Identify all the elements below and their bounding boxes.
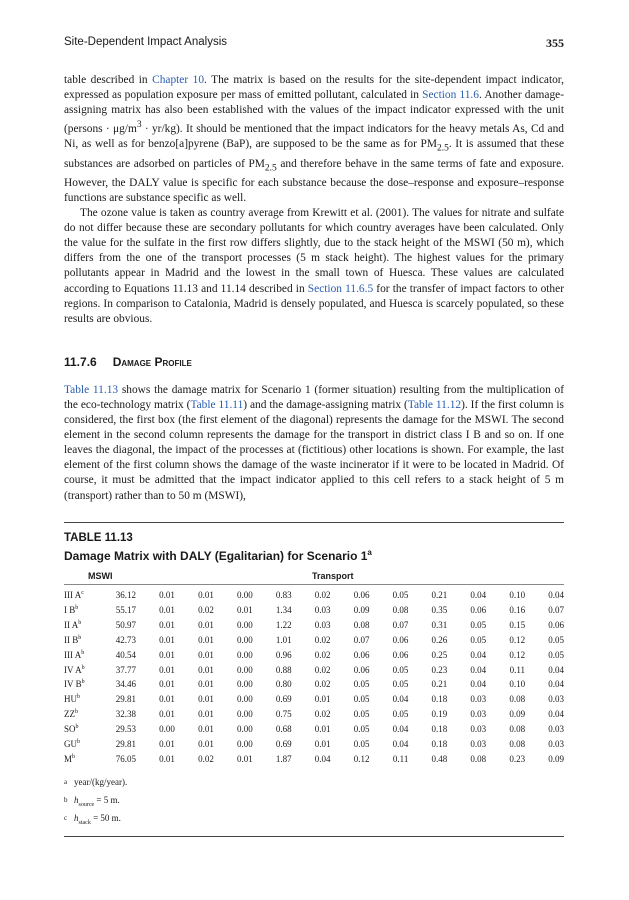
table-cell: 0.01 bbox=[159, 664, 175, 675]
footnote-pre: h bbox=[74, 812, 79, 823]
row-label-text: II B bbox=[64, 634, 79, 645]
subscript: 2.5 bbox=[264, 162, 277, 173]
table-title bbox=[64, 548, 564, 563]
table-cell: 0.01 bbox=[159, 590, 175, 601]
table-cell: 0.05 bbox=[353, 679, 370, 690]
row-label bbox=[64, 707, 98, 722]
table-cell: 0.03 bbox=[470, 724, 487, 735]
row-label-text: III A bbox=[64, 649, 82, 660]
row-label bbox=[64, 737, 98, 752]
row-label bbox=[64, 662, 98, 677]
table-cell: 0.05 bbox=[392, 679, 409, 690]
text: . It is assumed that these substances are adsorbed on particles of PM bbox=[64, 138, 565, 170]
table-cell: 0.02 bbox=[314, 664, 331, 675]
row-label-text: ZZ bbox=[64, 709, 75, 720]
text: and therefore behave in the same terms of fate and exposure. However, the DALY value is specific for each substance because the dose–response and exposure–response functions are substance specific as well. bbox=[64, 157, 565, 205]
table-cell: 0.01 bbox=[159, 679, 175, 690]
table-cell: 0.01 bbox=[198, 634, 214, 645]
table-cell: 0.11 bbox=[392, 753, 409, 764]
table-cell: 0.01 bbox=[159, 619, 175, 630]
table-cell: 0.05 bbox=[353, 738, 370, 749]
row-label bbox=[64, 722, 98, 737]
table-cell: 0.09 bbox=[509, 709, 526, 720]
table-cell: 0.69 bbox=[275, 694, 292, 705]
row-label-footnote-mark: b bbox=[75, 724, 79, 731]
table-cell: 0.48 bbox=[431, 753, 448, 764]
table-cell: 0.00 bbox=[236, 664, 253, 675]
section-11-6-link[interactable]: Section 11.6 bbox=[422, 89, 479, 102]
table-bottom-rule bbox=[64, 836, 564, 837]
table-cell: 0.83 bbox=[275, 590, 292, 601]
text: . Another damage-assigning matrix has also been established with the values of the impact indicator expressed with the unit (persons · μg/m bbox=[64, 89, 565, 136]
table-cell: 0.01 bbox=[198, 679, 214, 690]
table-cell: 0.00 bbox=[236, 694, 253, 705]
table-cell: 0.00 bbox=[159, 724, 175, 735]
footnote-mark: b bbox=[64, 796, 68, 805]
row-label-text: HU bbox=[64, 694, 77, 705]
table-cell: 0.04 bbox=[470, 664, 487, 675]
row-label-text: SO bbox=[64, 724, 76, 735]
running-title: Site-Dependent Impact Analysis bbox=[64, 36, 228, 48]
table-cell: 0.01 bbox=[159, 634, 175, 645]
table-cell: 1.22 bbox=[275, 619, 292, 630]
footnote-pre: h bbox=[74, 795, 79, 806]
table-row bbox=[64, 617, 564, 632]
row-label bbox=[64, 588, 98, 603]
table-cell: 0.31 bbox=[431, 619, 448, 630]
table-cell: 0.01 bbox=[314, 724, 331, 735]
paragraph-2 bbox=[64, 206, 564, 327]
table-cell: 1.34 bbox=[275, 604, 292, 615]
table-cell: 0.01 bbox=[198, 619, 214, 630]
table-cell: 0.08 bbox=[353, 619, 370, 630]
table-cell: 0.15 bbox=[509, 619, 526, 630]
table-cell: 0.04 bbox=[392, 694, 409, 705]
table-cell: 0.03 bbox=[548, 694, 564, 705]
table-cell: 0.18 bbox=[431, 724, 448, 735]
text: The ozone value is taken as country average from Krewitt et al. (2001). The values for nitrate and sulfate do not differ because these are secondary pollutants for which country averages have been calculated. Only the value for the sulfate in the first row differs slightly, due to the stack height of the MSWI (50 m), which differs from the one of the transport processes (5 m stack height). The highest values for the primary pollutants appear in Madrid and the lowest in the small town of Huesca. These values are calculated according to Equations 11.13 and 11.14 described in bbox=[64, 207, 564, 295]
table-cell: 0.07 bbox=[392, 619, 409, 630]
table-cell: 55.17 bbox=[115, 604, 136, 615]
footnote-text bbox=[74, 794, 120, 812]
row-label bbox=[64, 647, 98, 662]
table-cell: 0.03 bbox=[470, 694, 487, 705]
damage-matrix-body bbox=[64, 588, 564, 767]
table-cell: 0.03 bbox=[548, 724, 564, 735]
row-label bbox=[64, 632, 98, 647]
table-cell: 0.01 bbox=[159, 709, 175, 720]
table-cell: 0.01 bbox=[198, 664, 214, 675]
table-cell: 0.04 bbox=[392, 738, 409, 749]
footnote-pre: year/(kg/year). bbox=[74, 777, 128, 788]
table-cell: 0.21 bbox=[431, 590, 448, 601]
table-cell: 76.05 bbox=[115, 753, 136, 764]
footnote-post: = 50 m. bbox=[90, 812, 121, 823]
table-row bbox=[64, 751, 564, 766]
row-label-footnote-mark: b bbox=[78, 619, 82, 626]
table-cell: 0.00 bbox=[236, 590, 253, 601]
table-11-11-link[interactable]: Table 11.11 bbox=[190, 398, 244, 411]
table-cell: 0.07 bbox=[548, 604, 564, 615]
table-cell: 0.04 bbox=[548, 679, 564, 690]
table-cell: 0.05 bbox=[548, 649, 564, 660]
table-cell: 0.05 bbox=[392, 709, 409, 720]
table-cell: 0.06 bbox=[353, 590, 370, 601]
table-cell: 0.26 bbox=[431, 634, 448, 645]
text: · yr/kg). It should be mentioned that the impact indicators for the heavy metals As, Cd and Ni, as well as for benzo[a]pyrene (BaP), are supposed to be the same as for PM bbox=[64, 123, 564, 151]
table-row bbox=[64, 707, 564, 722]
row-label-footnote-mark: b bbox=[81, 649, 85, 656]
table-cell: 0.05 bbox=[392, 590, 409, 601]
table-cell: 0.08 bbox=[470, 753, 487, 764]
table-cell: 0.04 bbox=[548, 590, 564, 601]
table-cell: 0.01 bbox=[159, 694, 175, 705]
section-11-6-5-link[interactable]: Section 11.6.5 bbox=[307, 282, 374, 295]
row-label-text: II A bbox=[64, 619, 79, 630]
table-cell: 36.12 bbox=[115, 590, 136, 601]
table-cell: 0.06 bbox=[470, 604, 487, 615]
table-cell: 0.06 bbox=[392, 634, 409, 645]
damage-matrix-table bbox=[64, 588, 564, 767]
table-row bbox=[64, 722, 564, 737]
table-cell: 0.09 bbox=[548, 753, 564, 764]
table-top-rule bbox=[64, 522, 564, 523]
group-header-mswi: MSWI bbox=[88, 570, 113, 581]
table-row bbox=[64, 737, 564, 752]
table-group-header bbox=[64, 568, 564, 585]
table-cell: 0.21 bbox=[431, 679, 448, 690]
table-cell: 0.01 bbox=[314, 738, 331, 749]
row-label-footnote-mark: b bbox=[75, 604, 79, 611]
table-11-13-link[interactable]: Table 11.13 bbox=[64, 383, 119, 396]
table-row bbox=[64, 632, 564, 647]
footnote bbox=[64, 776, 564, 794]
text: . The matrix is based on the results for the site-dependent impact indicator, expressed as population exposure per mass of emitted pollutant, calculated in bbox=[64, 74, 564, 102]
section-number: 11.7.6 bbox=[64, 354, 97, 369]
footnote bbox=[64, 794, 564, 812]
table-cell: 0.09 bbox=[353, 604, 370, 615]
table-row bbox=[64, 692, 564, 707]
chapter-10-link[interactable]: Chapter 10 bbox=[152, 74, 205, 86]
table-cell: 0.04 bbox=[392, 724, 409, 735]
table-title-text: Damage Matrix with DALY (Egalitarian) for Scenario 1 bbox=[64, 548, 368, 563]
running-header bbox=[64, 36, 564, 52]
table-cell: 0.01 bbox=[198, 709, 214, 720]
footnote-post: = 5 m. bbox=[94, 795, 120, 806]
row-label bbox=[64, 677, 98, 692]
table-cell: 0.07 bbox=[353, 634, 370, 645]
row-label-footnote-mark: b bbox=[78, 634, 82, 641]
table-row bbox=[64, 662, 564, 677]
table-footnotes bbox=[64, 776, 564, 829]
table-cell: 34.46 bbox=[115, 679, 136, 690]
group-header-transport: Transport bbox=[312, 570, 354, 581]
table-cell: 0.01 bbox=[236, 753, 253, 764]
table-cell: 0.01 bbox=[159, 649, 175, 660]
row-label-text: IV A bbox=[64, 664, 82, 675]
table-cell: 0.05 bbox=[470, 619, 487, 630]
text: ). If the first column is considered, the first box (the first element of the diagonal) represents the damage for the MSWI. The second element in the second column represents the damage for the transport in district class I B and so on. If one leaves the diagonal, the impact of the processes at (fictitious) other locations is shown. For example, the last element of the first column shows the damage of the waste incinerator if it were to be located in Madrid. Of course, it must be admitted that the impact indicator applied to this cell refers to a stack height of 5 m (transport) rather than to 50 m (MSWI), bbox=[64, 398, 564, 502]
table-cell: 0.16 bbox=[509, 604, 526, 615]
table-cell: 0.02 bbox=[314, 634, 331, 645]
row-label bbox=[64, 617, 98, 632]
table-cell: 0.00 bbox=[236, 738, 253, 749]
table-cell: 0.01 bbox=[198, 649, 214, 660]
text: for the transfer of impact factors to other regions. In comparison to Catalonia, Madrid is densely populated, and Huesca is scarcely populated, so these results are obvious. bbox=[64, 282, 564, 325]
footnote-mark: c bbox=[64, 813, 68, 822]
table-cell: 0.01 bbox=[236, 604, 253, 615]
table-cell: 0.03 bbox=[470, 738, 487, 749]
table-cell: 0.03 bbox=[470, 709, 487, 720]
table-cell: 0.88 bbox=[275, 664, 292, 675]
table-cell: 1.01 bbox=[275, 634, 292, 645]
row-label bbox=[64, 603, 98, 618]
table-cell: 0.19 bbox=[431, 709, 448, 720]
table-cell: 0.02 bbox=[314, 679, 331, 690]
table-cell: 0.00 bbox=[236, 634, 253, 645]
row-label-footnote-mark: b bbox=[72, 753, 76, 760]
table-cell: 0.08 bbox=[509, 738, 526, 749]
table-cell: 0.05 bbox=[392, 664, 409, 675]
table-cell: 0.00 bbox=[236, 709, 253, 720]
row-label-footnote-mark: b bbox=[75, 709, 78, 716]
table-cell: 1.87 bbox=[275, 753, 292, 764]
text: ) and the damage-assigning matrix ( bbox=[243, 398, 408, 411]
table-cell: 0.68 bbox=[275, 724, 292, 735]
table-cell: 0.04 bbox=[470, 590, 487, 601]
subscript: 2.5 bbox=[436, 143, 449, 154]
superscript: 3 bbox=[136, 120, 142, 131]
table-cell: 0.12 bbox=[509, 634, 526, 645]
table-cell: 0.75 bbox=[275, 709, 292, 720]
table-cell: 0.01 bbox=[198, 738, 214, 749]
table-cell: 0.04 bbox=[470, 649, 487, 660]
table-cell: 29.81 bbox=[115, 738, 136, 749]
table-cell: 0.10 bbox=[509, 679, 526, 690]
table-cell: 29.53 bbox=[115, 724, 136, 735]
table-cell: 0.00 bbox=[236, 649, 253, 660]
table-cell: 32.38 bbox=[115, 709, 136, 720]
table-11-12-link[interactable]: Table 11.12 bbox=[407, 398, 462, 411]
table-cell: 0.05 bbox=[470, 634, 487, 645]
table-cell: 0.06 bbox=[353, 649, 370, 660]
table-cell: 0.80 bbox=[275, 679, 292, 690]
row-label-text: I B bbox=[64, 604, 76, 615]
table-cell: 0.02 bbox=[314, 709, 331, 720]
table-title-footnote-mark: a bbox=[367, 547, 372, 557]
table-cell: 0.12 bbox=[509, 649, 526, 660]
table-cell: 0.11 bbox=[509, 664, 526, 675]
row-label-footnote-mark: c bbox=[81, 590, 84, 597]
footnote-text bbox=[74, 776, 127, 794]
table-row bbox=[64, 603, 564, 618]
table-cell: 0.01 bbox=[159, 753, 175, 764]
table-cell: 0.01 bbox=[198, 724, 214, 735]
table-cell: 0.69 bbox=[275, 738, 292, 749]
row-label bbox=[64, 751, 98, 766]
table-cell: 0.05 bbox=[548, 634, 564, 645]
table-cell: 0.18 bbox=[431, 738, 448, 749]
table-cell: 0.00 bbox=[236, 679, 253, 690]
table-cell: 0.01 bbox=[314, 694, 331, 705]
footnote-subscript: stack bbox=[78, 819, 91, 826]
table-cell: 0.10 bbox=[509, 590, 526, 601]
table-cell: 29.81 bbox=[115, 694, 136, 705]
table-cell: 0.01 bbox=[159, 604, 175, 615]
text: shows the damage matrix for Scenario 1 (former situation) resulting from the multiplication of the eco-technology matrix ( bbox=[64, 383, 565, 411]
table-cell: 0.03 bbox=[548, 738, 564, 749]
table-cell: 37.77 bbox=[115, 664, 136, 675]
table-cell: 0.02 bbox=[314, 590, 331, 601]
table-cell: 0.01 bbox=[198, 694, 214, 705]
table-label: TABLE 11.13 bbox=[64, 531, 133, 544]
table-cell: 0.02 bbox=[198, 604, 214, 615]
table-cell: 0.12 bbox=[353, 753, 370, 764]
row-label-text: III A bbox=[64, 590, 82, 601]
row-label bbox=[64, 692, 98, 707]
table-cell: 0.23 bbox=[509, 753, 526, 764]
table-cell: 0.05 bbox=[353, 709, 370, 720]
table-cell: 0.04 bbox=[470, 679, 487, 690]
table-cell: 0.03 bbox=[314, 619, 331, 630]
text: table described in bbox=[64, 74, 153, 86]
row-label-text: GU bbox=[64, 738, 77, 749]
table-cell: 0.01 bbox=[159, 738, 175, 749]
footnote bbox=[64, 812, 564, 830]
table-cell: 40.54 bbox=[115, 649, 136, 660]
footnote-subscript: source bbox=[78, 801, 95, 808]
section-title: Damage Profile bbox=[112, 354, 192, 369]
table-cell: 0.03 bbox=[314, 604, 331, 615]
paragraph-3 bbox=[64, 383, 564, 504]
table-row bbox=[64, 647, 564, 662]
section-heading bbox=[64, 355, 564, 371]
table-cell: 0.04 bbox=[548, 709, 564, 720]
row-label-footnote-mark: b bbox=[81, 679, 85, 686]
row-label-footnote-mark: b bbox=[81, 664, 85, 671]
row-label-text: IV B bbox=[64, 679, 82, 690]
table-cell: 0.23 bbox=[431, 664, 448, 675]
table-cell: 0.18 bbox=[431, 694, 448, 705]
table-cell: 0.04 bbox=[548, 664, 564, 675]
paragraph-1 bbox=[64, 73, 564, 206]
table-cell: 50.97 bbox=[115, 619, 136, 630]
table-cell: 0.35 bbox=[431, 604, 448, 615]
table-cell: 0.04 bbox=[314, 753, 331, 764]
row-label-footnote-mark: b bbox=[77, 694, 80, 701]
table-cell: 0.02 bbox=[198, 753, 214, 764]
footnote-mark: a bbox=[64, 778, 68, 787]
table-cell: 0.08 bbox=[509, 724, 526, 735]
footnote-text bbox=[74, 812, 121, 830]
row-label-footnote-mark: b bbox=[77, 738, 80, 745]
table-cell: 42.73 bbox=[115, 634, 136, 645]
table-cell: 0.96 bbox=[275, 649, 292, 660]
table-cell: 0.06 bbox=[353, 664, 370, 675]
table-row bbox=[64, 588, 564, 603]
table-cell: 0.06 bbox=[392, 649, 409, 660]
table-cell: 0.05 bbox=[353, 694, 370, 705]
table-cell: 0.05 bbox=[353, 724, 370, 735]
table-row bbox=[64, 677, 564, 692]
table-cell: 0.08 bbox=[509, 694, 526, 705]
row-label-text: M bbox=[64, 753, 73, 764]
table-cell: 0.00 bbox=[236, 724, 253, 735]
table-cell: 0.00 bbox=[236, 619, 253, 630]
table-cell: 0.08 bbox=[392, 604, 409, 615]
table-cell: 0.25 bbox=[431, 649, 448, 660]
page-number: 355 bbox=[546, 36, 564, 50]
table-cell: 0.02 bbox=[314, 649, 331, 660]
table-cell: 0.06 bbox=[548, 619, 564, 630]
table-cell: 0.01 bbox=[198, 590, 214, 601]
page bbox=[64, 36, 564, 837]
